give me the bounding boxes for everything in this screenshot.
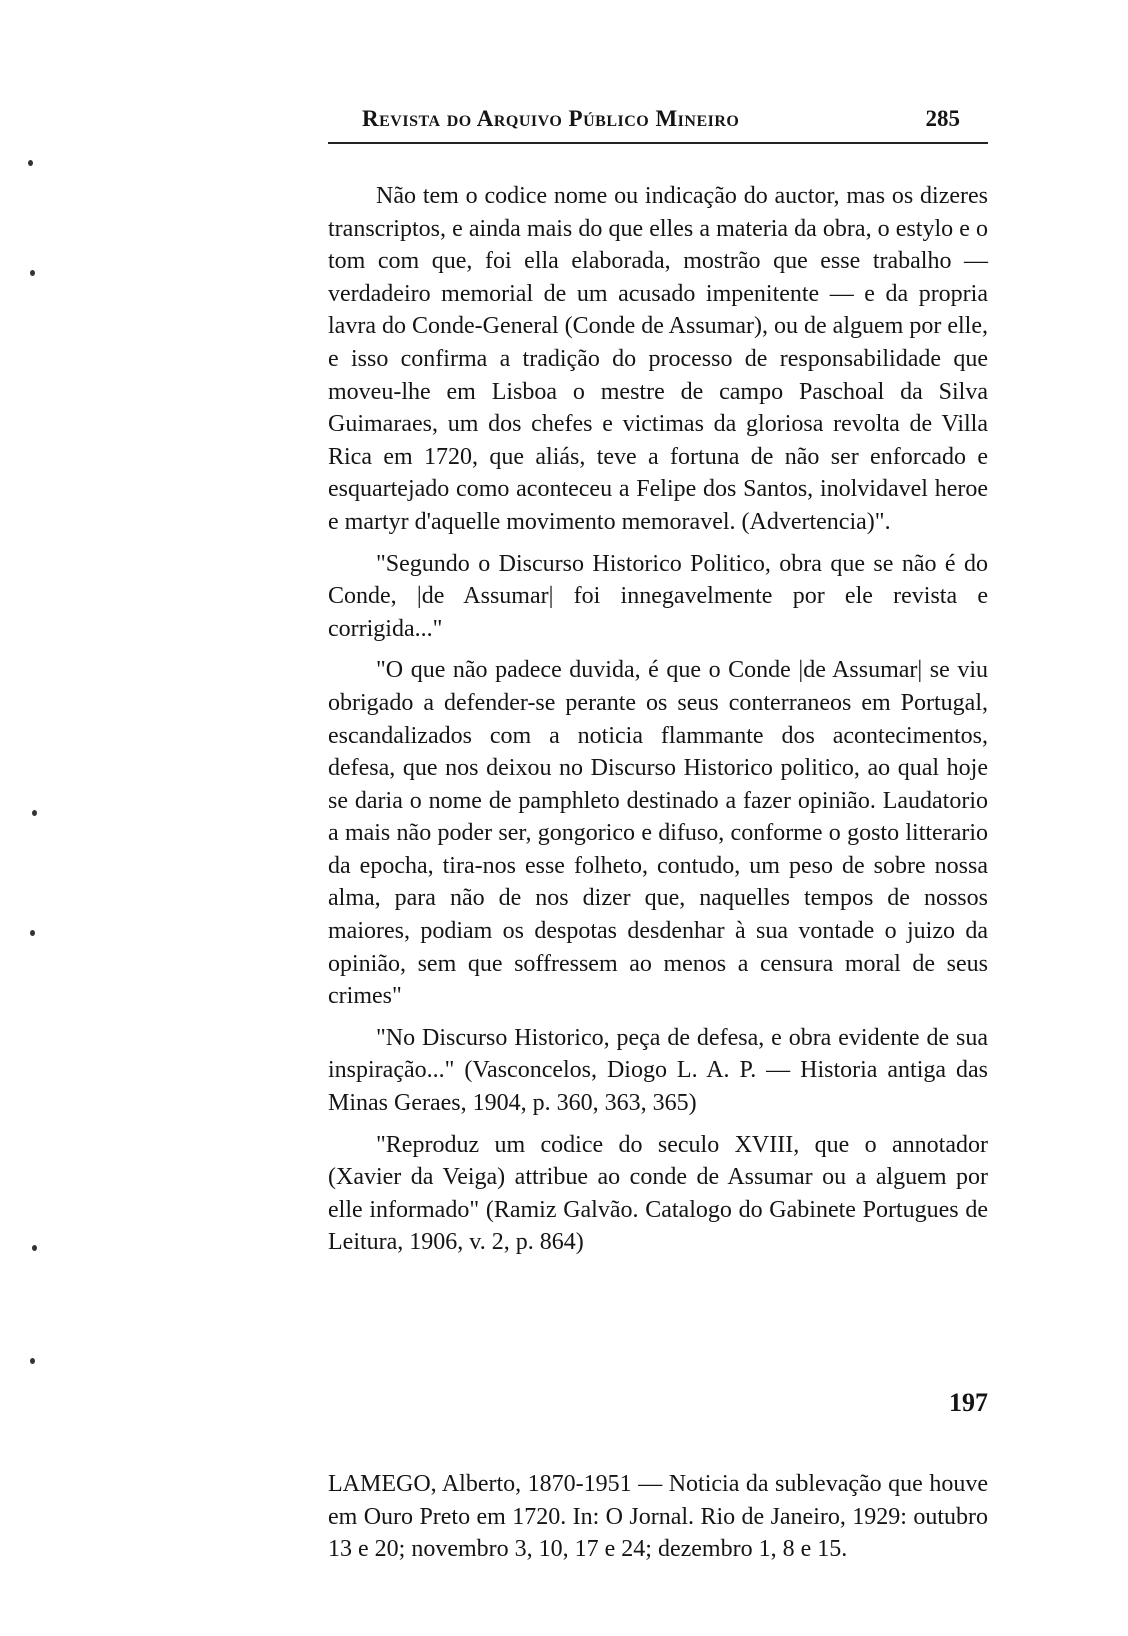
entry-number: 197 (949, 1388, 988, 1417)
journal-title: Revista do Arquivo Público Mineiro (362, 106, 740, 131)
entry-text: LAMEGO, Alberto, 1870-1951 — Noticia da sublevação que houve em Ouro Preto em 1720. In: O Jornal. Rio de Janeiro, 1929: outubro 13 e 20; novembro 3, 10, 17 e 24; dezembro 1, 8 e 15. (328, 1471, 988, 1563)
page-number: 285 (925, 106, 960, 131)
paragraph: Não tem o codice nome ou indicação do auctor, mas os dizeres transcriptos, e ainda mais do que elles a materia da obra, o estylo e o tom com que, foi ella elaborada, mostrão que esse trabalho — verdadeiro memorial de um acusado impenitente — e da propria lavra do Conde-General (Conde de Assumar), ou de alguem por elle, e isso confirma a tradição do processo de responsabilidade que moveu-lhe em Lisboa o mestre de campo Paschoal da Silva Guimaraes, um dos chefes e victimas da gloriosa revolta de Villa Rica em 1720, que aliás, teve a fortuna de não ser enforcado e esquartejado como aconteceu a Felipe dos Santos, inolvidavel heroe e martyr d'aquelle movimento memoravel. (Advertencia)". (328, 183, 988, 535)
running-header (328, 96, 988, 144)
paragraph: "Reproduz um codice do seculo XVIII, que o annotador (Xavier da Veiga) attribue ao conde de Assumar ou a alguem por elle informado" (Ramiz Galvão. Catalogo do Gabinete Portugues de Leitura, 1906, v. 2, p. 864) (328, 1131, 988, 1256)
paragraph: "O que não padece duvida, é que o Conde |de Assumar| se viu obrigado a defender-se perante os seus conterraneos em Portugal, escandalizados com a noticia flammante dos acontecimentos, defesa, que nos deixou no Discurso Historico politico, ao qual hoje se daria o nome de pamphleto destinado a fazer opinião. Laudatorio a mais não poder ser, gongorico e difuso, conforme o gosto litterario da epocha, tira-nos esse folheto, contudo, um peso de sobre nossa alma, para não de nos dizer que, naquelles tempos de nossos maiores, podiam os despotas desdenhar à sua vontade o juizo da opinião, sem que soffressem ao menos a censura moral de seus crimes" (328, 657, 988, 1010)
scan-speck (30, 930, 35, 936)
paragraph: "No Discurso Historico, peça de defesa, e obra evidente de sua inspiração..." (Vasconcelos, Diogo L. A. P. — Historia antiga das Minas Geraes, 1904, p. 360, 363, 365) (328, 1024, 988, 1117)
scan-speck (30, 270, 35, 276)
scan-speck (28, 160, 33, 166)
scan-speck (30, 1358, 35, 1364)
bibliographic-entry (328, 1468, 988, 1566)
body-text (328, 180, 988, 1268)
paragraph: "Segundo o Discurso Historico Politico, obra que se não é do Conde, |de Assumar| foi innegavelmente por ele revista e corrigida..." (328, 550, 988, 642)
scan-speck (32, 810, 37, 816)
scan-speck (32, 1245, 37, 1251)
